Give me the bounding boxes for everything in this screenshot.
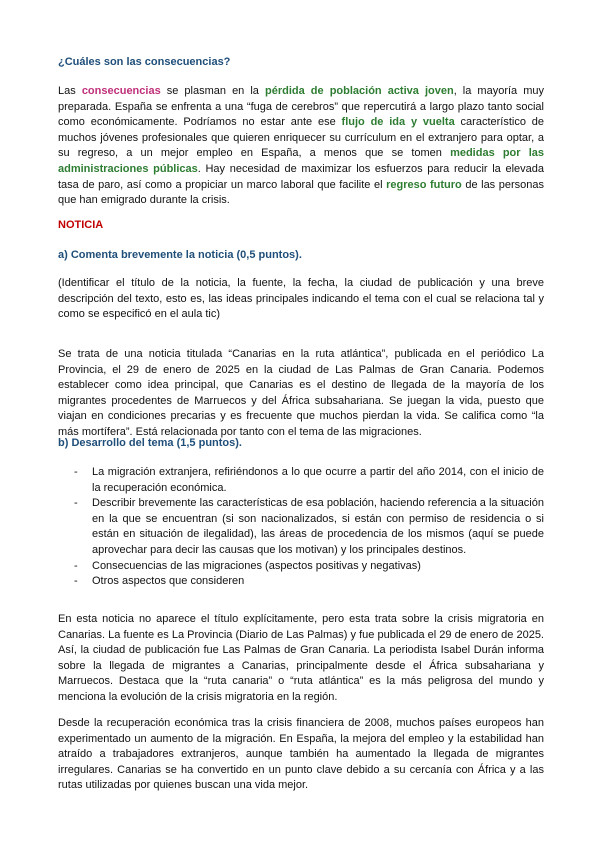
paragraph-consequences bbox=[58, 84, 544, 209]
p1-text-4: característico de muchos jóvenes profesionales que quieren enriquecer su currículum en el extranjero para optar, a su regreso, a un mejor empleo en España, a menos que se tomen bbox=[58, 116, 545, 160]
p1-text-5: . Hay necesidad de maximizar los esfuerzos para reducir la elevada tasa de paro, así como a propiciar un marco laboral que facilite el bbox=[58, 162, 544, 191]
noticia-label: NOTICIA bbox=[58, 219, 104, 231]
bullet-dash: - bbox=[74, 559, 78, 572]
keyword-medidas-administraciones: medidas por las administraciones públicas bbox=[58, 147, 544, 175]
list-item bbox=[58, 496, 544, 558]
bullet-dash: - bbox=[74, 466, 78, 478]
bullet-dash: - bbox=[74, 497, 78, 510]
keyword-regreso-futuro: regreso futuro bbox=[386, 178, 462, 191]
p1-text-3: , la mayoría muy preparada. España se enfrenta a una “fuga de cerebros” que repercutirá a largo plazo tanto social como económicamente. Podríamos no estar ante ese bbox=[58, 85, 545, 129]
p1-text-1: Las bbox=[58, 85, 82, 97]
list-item bbox=[58, 465, 544, 496]
paragraph-economic-recovery: Desde la recuperación económica tras la crisis financiera de 2008, muchos países europeos han experimentado un aumento de la migración. En España, la mejora del empleo y la estabilidad han atraído a trabajadores extranjeros, aunque también ha aumentado la llegada de migrantes irregulares. Canarias se ha convertido en un punto clave debido a su cercanía con África y a las rutas utilizadas por quienes buscan una vida mejor. bbox=[58, 717, 544, 792]
bullet-text: La migración extranjera, refiriéndonos a lo que ocurre a partir del año 2014, con el inicio de la recuperación económica. bbox=[92, 466, 544, 494]
keyword-consecuencias: consecuencias bbox=[81, 85, 161, 97]
keyword-flujo-ida-vuelta: flujo de ida y vuelta bbox=[341, 116, 455, 129]
paragraph-summary: Se trata de una noticia titulada “Canarias en la ruta atlántica”, publicada en el periódico La Provincia, el 29 de enero de 2025 en la ciudad de Las Palmas de Gran Canaria. Podemos establecer como idea principal, que Canarias es el destino de llegada de la mayoría de los migrantes procedentes de Marruecos y del África subsahariana. Se juegan la vida, puesto que viajan en condiciones precarias y es frecuente que muchos pierdan la vida. Se califica como “la más mortífera”. Está relacionada por tanto con el tema de las migraciones. bbox=[58, 348, 544, 438]
topic-bullet-list bbox=[58, 465, 544, 590]
heading-section-a: a) Comenta brevemente la noticia (0,5 puntos). bbox=[58, 249, 302, 261]
paragraph-news-analysis: En esta noticia no aparece el título explícitamente, pero esta trata sobre la crisis migratoria en Canarias. La fuente es La Provincia (Diario de Las Palmas) y fue publicada el 29 de enero de 2025. Así, la ciudad de publicación fue Las Palmas de Gran Canaria. La periodista Isabel Durán informa sobre la llegada de migrantes a Canarias, principalmente desde el África subsahariana y Marruecos. Destaca que la “ruta canaria” o “ruta atlántica” es la más peligrosa del mundo y menciona la evolución de la crisis migratoria en la región. bbox=[58, 613, 544, 703]
p1-text-6: de las personas que han emigrado durante la crisis. bbox=[58, 178, 544, 207]
bullet-text: Describir brevemente las características de esa población, haciendo referencia a la situación en la que se encuentran (si son nacionalizados, si están con permiso de residencia o si están en situación de ilegalidad), las áreas de procedencia de los mismos (aquí se puede aprovechar para decir las causas que los motivan) y los principales destinos. bbox=[92, 497, 544, 556]
bullet-dash: - bbox=[74, 575, 78, 588]
bullet-text: Consecuencias de las migraciones (aspectos positivas y negativas) bbox=[92, 559, 421, 572]
keyword-perdida-poblacion: pérdida de población activa joven bbox=[265, 85, 454, 97]
heading-consequences: ¿Cuáles son las consecuencias? bbox=[58, 56, 231, 68]
heading-section-b: b) Desarrollo del tema (1,5 puntos). bbox=[58, 437, 242, 449]
bullet-text: Otros aspectos que consideren bbox=[92, 575, 245, 588]
list-item bbox=[58, 574, 544, 590]
p1-text-2: se plasman en la bbox=[160, 85, 265, 97]
list-item bbox=[58, 559, 544, 575]
paragraph-instructions: (Identificar el título de la noticia, la fuente, la fecha, la ciudad de publicación y una breve descripción del texto, esto es, las ideas principales indicando el tema con el cual se relaciona tal y como se especificó en el aula tic) bbox=[58, 277, 544, 321]
